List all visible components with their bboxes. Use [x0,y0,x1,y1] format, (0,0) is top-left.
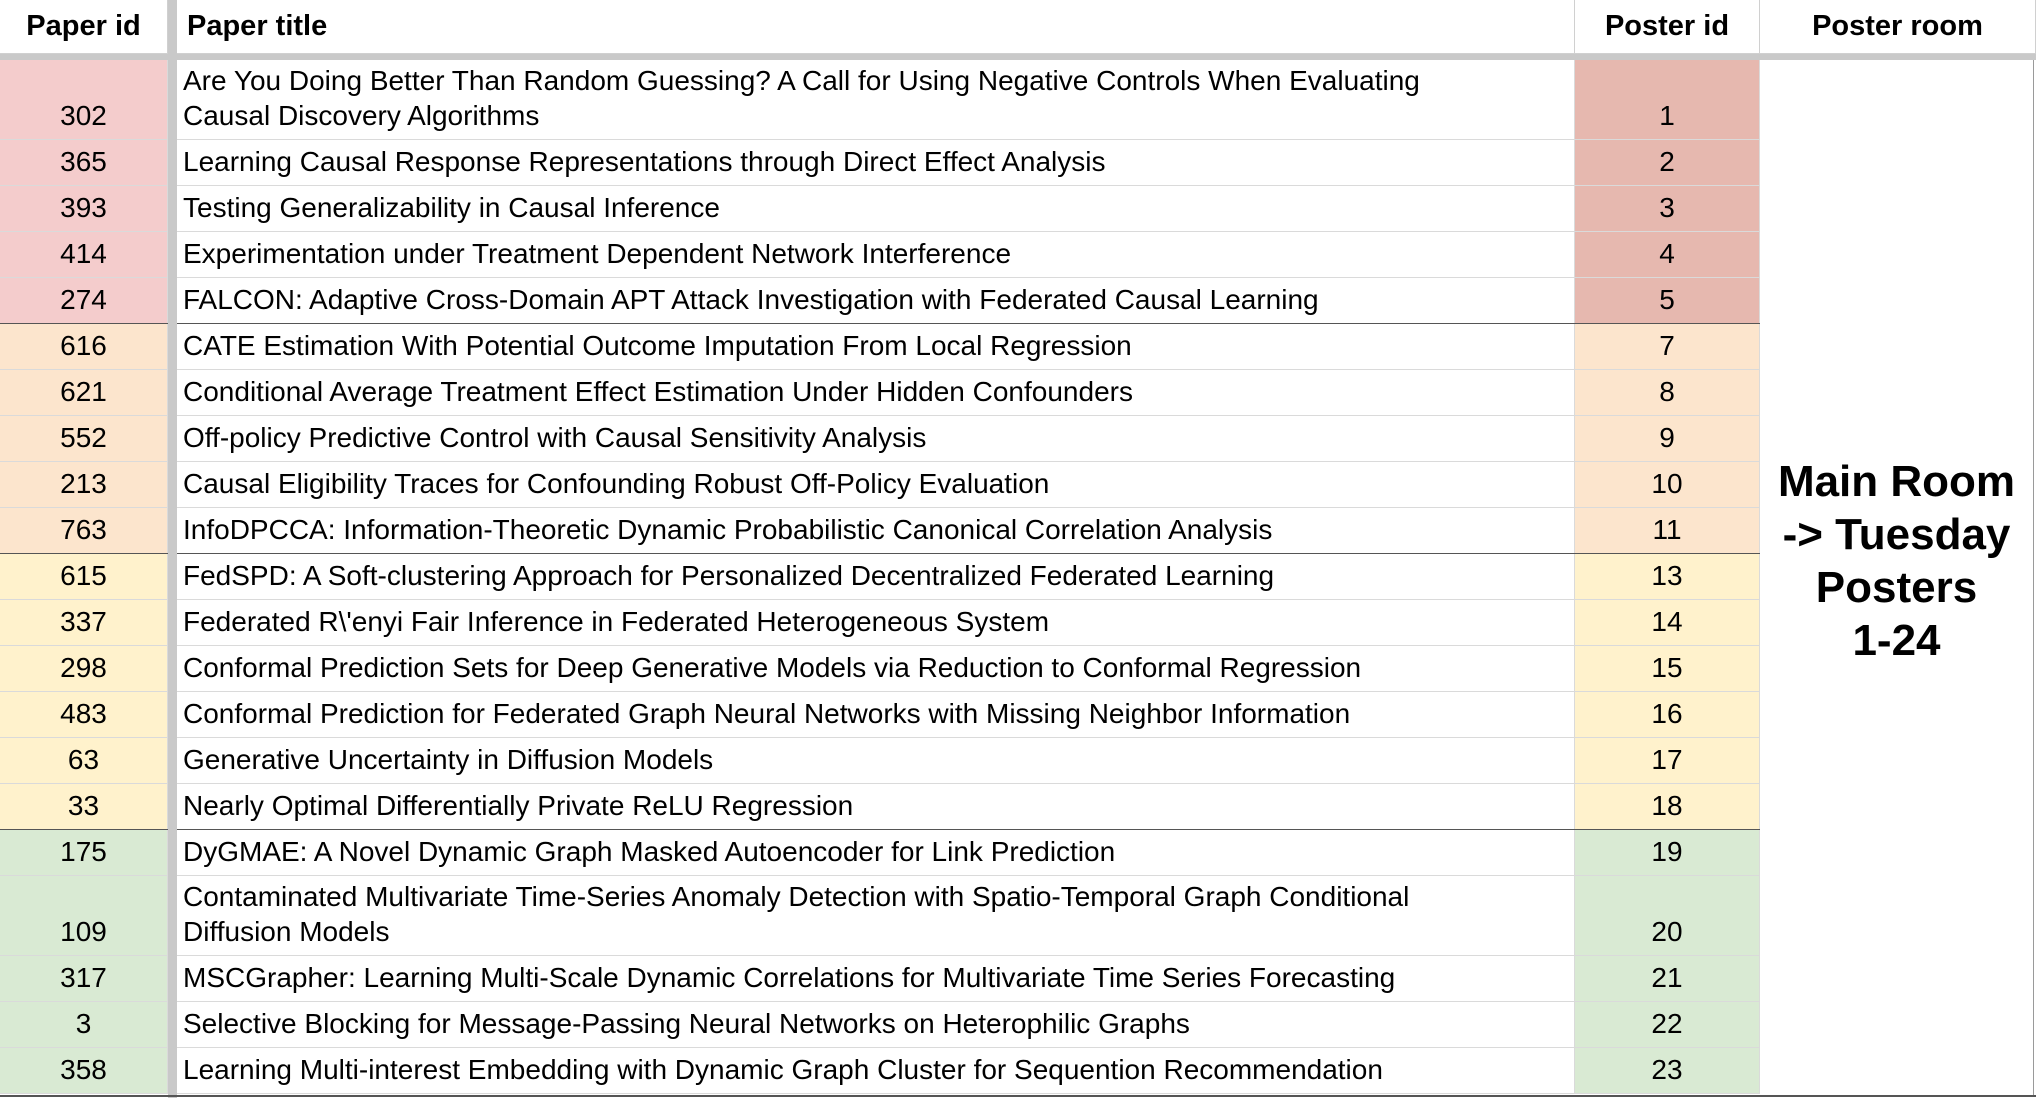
poster-room-merged-cell[interactable] [1760,60,2034,1096]
header-paper-title[interactable]: Paper title [177,0,1575,54]
poster-id-cell[interactable]: 14 [1575,600,1760,646]
paper-id-cell[interactable]: 337 [0,600,168,646]
paper-title-cell[interactable] [177,692,1575,738]
paper-id-cell[interactable]: 213 [0,462,168,508]
paper-title-cell[interactable] [177,416,1575,462]
poster-id-cell[interactable]: 5 [1575,278,1760,324]
paper-title-line: Off-policy Predictive Control with Causal Sensitivity Analysis [183,422,927,453]
paper-id-cell[interactable]: 274 [0,278,168,324]
paper-title-cell[interactable] [177,60,1575,140]
paper-id-cell[interactable]: 175 [0,830,168,876]
paper-title-line: FedSPD: A Soft-clustering Approach for Personalized Decentralized Federated Learning [183,560,1275,591]
paper-id-cell[interactable]: 33 [0,784,168,830]
paper-title-line: Causal Discovery Algorithms [183,100,540,131]
paper-title-cell[interactable] [177,278,1575,324]
poster-id-cell[interactable]: 15 [1575,646,1760,692]
paper-title-cell[interactable] [177,784,1575,830]
paper-title-line: MSCGrapher: Learning Multi-Scale Dynamic Correlations for Multivariate Time Series Forecasting [183,962,1396,993]
paper-title-cell[interactable] [177,830,1575,876]
paper-title-cell[interactable] [177,462,1575,508]
paper-title-cell[interactable] [177,232,1575,278]
paper-id-cell[interactable]: 763 [0,508,168,554]
paper-id-cell[interactable]: 483 [0,692,168,738]
poster-id-cell[interactable]: 22 [1575,1002,1760,1048]
poster-id-cell[interactable]: 9 [1575,416,1760,462]
paper-title-line: Selective Blocking for Message-Passing Neural Networks on Heterophilic Graphs [183,1008,1190,1039]
poster-id-cell[interactable]: 17 [1575,738,1760,784]
paper-id-cell[interactable]: 3 [0,1002,168,1048]
paper-id-cell[interactable]: 298 [0,646,168,692]
poster-id-cell[interactable]: 20 [1575,876,1760,956]
paper-title-line: Experimentation under Treatment Dependent Network Interference [183,238,1012,269]
paper-title-cell[interactable] [177,508,1575,554]
poster-id-cell[interactable]: 8 [1575,370,1760,416]
paper-title-line: FALCON: Adaptive Cross-Domain APT Attack Investigation with Federated Causal Learning [183,284,1319,315]
poster-id-cell[interactable]: 10 [1575,462,1760,508]
paper-title-cell[interactable] [177,876,1575,956]
paper-id-cell[interactable]: 615 [0,554,168,600]
paper-title-line: Learning Causal Response Representations through Direct Effect Analysis [183,146,1106,177]
poster-room-line: 1-24 [1852,615,1941,665]
paper-title-line: Generative Uncertainty in Diffusion Models [183,744,714,775]
bottom-border [0,1095,2036,1097]
paper-title-cell[interactable] [177,554,1575,600]
paper-title-line: Contaminated Multivariate Time-Series Anomaly Detection with Spatio-Temporal Graph Conditional [183,881,1410,912]
paper-title-line: Nearly Optimal Differentially Private ReLU Regression [183,790,854,821]
paper-id-cell[interactable]: 616 [0,324,168,370]
paper-title-cell[interactable] [177,370,1575,416]
header-poster-room[interactable]: Poster room [1760,0,2036,54]
paper-title-cell[interactable] [177,186,1575,232]
paper-id-cell[interactable]: 358 [0,1048,168,1094]
paper-title-line: Are You Doing Better Than Random Guessing? A Call for Using Negative Controls When Evaluating [183,65,1420,96]
paper-title-line: Diffusion Models [183,916,390,947]
paper-id-cell[interactable]: 109 [0,876,168,956]
poster-room-line: Posters [1815,562,1978,612]
poster-id-cell[interactable]: 1 [1575,60,1760,140]
poster-id-cell[interactable]: 19 [1575,830,1760,876]
paper-title-cell[interactable] [177,600,1575,646]
frozen-column-divider [168,0,177,1098]
paper-id-cell[interactable]: 414 [0,232,168,278]
poster-id-cell[interactable]: 11 [1575,508,1760,554]
poster-id-cell[interactable]: 23 [1575,1048,1760,1094]
paper-title-cell[interactable] [177,956,1575,1002]
paper-title-line: Conformal Prediction for Federated Graph Neural Networks with Missing Neighbor Information [183,698,1351,729]
poster-id-cell[interactable]: 3 [1575,186,1760,232]
paper-title-line: Learning Multi-interest Embedding with Dynamic Graph Cluster for Sequention Recommendation [183,1054,1383,1085]
poster-id-cell[interactable]: 7 [1575,324,1760,370]
paper-title-line: Conditional Average Treatment Effect Estimation Under Hidden Confounders [183,376,1133,407]
paper-title-line: DyGMAE: A Novel Dynamic Graph Masked Autoencoder for Link Prediction [183,836,1116,867]
poster-room-text [1778,455,2015,667]
paper-title-cell[interactable] [177,738,1575,784]
paper-id-cell[interactable]: 393 [0,186,168,232]
paper-id-cell[interactable]: 317 [0,956,168,1002]
paper-title-line: Conformal Prediction Sets for Deep Generative Models via Reduction to Conformal Regression [183,652,1362,683]
poster-id-cell[interactable]: 21 [1575,956,1760,1002]
paper-title-line: Federated R\'enyi Fair Inference in Federated Heterogeneous System [183,606,1050,637]
paper-title-line: Causal Eligibility Traces for Confounding Robust Off-Policy Evaluation [183,468,1050,499]
paper-id-cell[interactable]: 63 [0,738,168,784]
paper-title-line: CATE Estimation With Potential Outcome Imputation From Local Regression [183,330,1132,361]
paper-id-cell[interactable]: 552 [0,416,168,462]
paper-title-cell[interactable] [177,140,1575,186]
poster-id-cell[interactable]: 18 [1575,784,1760,830]
paper-title-line: Testing Generalizability in Causal Inference [183,192,720,223]
poster-id-cell[interactable]: 13 [1575,554,1760,600]
paper-title-line: InfoDPCCA: Information-Theoretic Dynamic Probabilistic Canonical Correlation Analysis [183,514,1273,545]
paper-title-cell[interactable] [177,1048,1575,1094]
header-poster-id[interactable]: Poster id [1575,0,1760,54]
paper-title-cell[interactable] [177,324,1575,370]
poster-room-line: Main Room [1777,456,2016,506]
paper-title-cell[interactable] [177,1002,1575,1048]
poster-id-cell[interactable]: 4 [1575,232,1760,278]
paper-title-cell[interactable] [177,646,1575,692]
poster-id-cell[interactable]: 16 [1575,692,1760,738]
paper-id-cell[interactable]: 621 [0,370,168,416]
header-paper-id[interactable]: Paper id [0,0,168,54]
paper-id-cell[interactable]: 365 [0,140,168,186]
paper-id-cell[interactable]: 302 [0,60,168,140]
poster-id-cell[interactable]: 2 [1575,140,1760,186]
poster-room-line: -> Tuesday [1782,509,2011,559]
